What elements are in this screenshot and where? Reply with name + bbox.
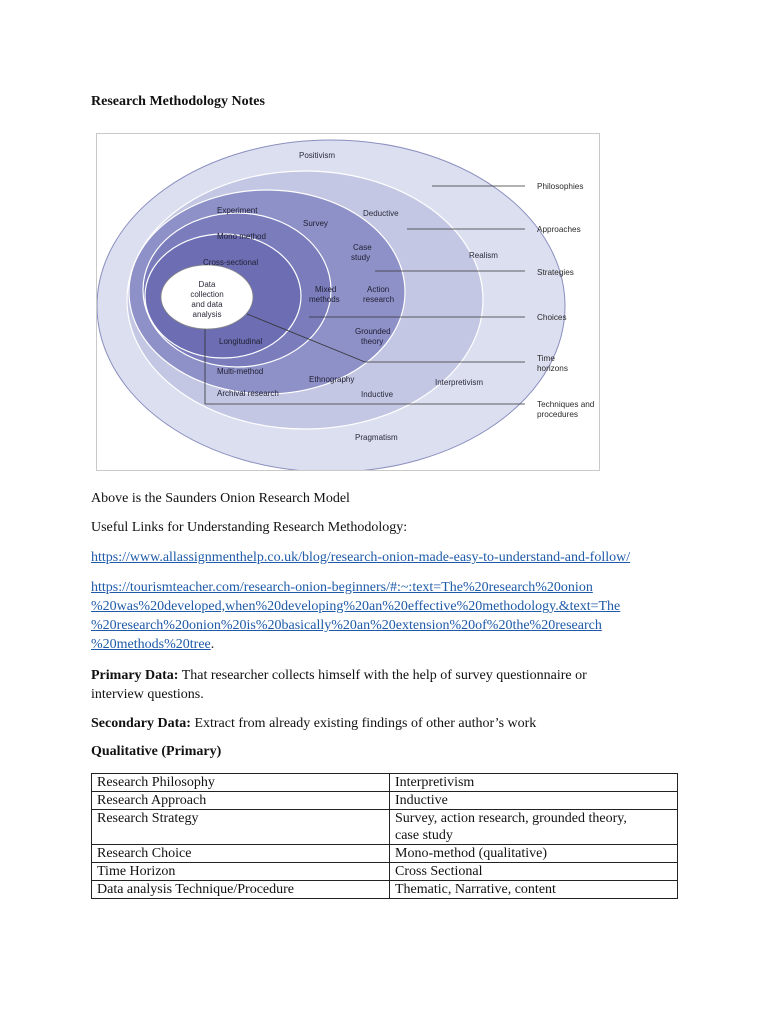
label-mono-method: Mono method <box>217 232 266 241</box>
legend-choices: Choices <box>537 313 567 322</box>
table-cell-value-line: Survey, action research, grounded theory, <box>395 811 627 826</box>
qualitative-table <box>91 773 678 899</box>
link-tourismteacher-line-1[interactable]: https://tourismteacher.com/research-onion-beginners/#:~:text=The%20research%20onion <box>91 580 593 595</box>
table-cell-value <box>390 774 678 792</box>
label-archival-research: Archival research <box>217 389 279 398</box>
label-grounded-theory-1: Grounded <box>355 327 391 336</box>
label-mixed-methods-1: Mixed <box>315 285 337 294</box>
link-tourismteacher-line-2[interactable]: %20was%20developed,when%20developing%20an%20effective%20methodology.&text=The <box>91 599 621 614</box>
table-row <box>92 792 678 810</box>
label-longitudinal: Longitudinal <box>219 337 263 346</box>
legend-techniques-1: Techniques and <box>537 400 595 409</box>
label-core-2: collection <box>190 290 224 299</box>
table-cell-value-line: Mono-method (qualitative) <box>395 846 548 861</box>
link-allassignmenthelp-text[interactable]: https://www.allassignmenthelp.co.uk/blog/research-onion-made-easy-to-understand-and-follow/ <box>91 550 631 565</box>
table-row <box>92 774 678 792</box>
primary-data-text-2: interview questions. <box>91 687 204 702</box>
table-cell-label: Research Philosophy <box>92 774 390 792</box>
label-positivism: Positivism <box>299 151 336 160</box>
label-core-1: Data <box>198 280 216 289</box>
label-realism: Realism <box>469 251 498 260</box>
label-case-study-2: study <box>351 253 371 262</box>
label-action-research-2: research <box>363 295 395 304</box>
qualitative-heading: Qualitative (Primary) <box>91 744 222 759</box>
table-cell-label: Data analysis Technique/Procedure <box>92 881 390 899</box>
table-cell-label: Research Approach <box>92 792 390 810</box>
table-row <box>92 845 678 863</box>
secondary-data-text: Extract from already existing findings of other author’s work <box>190 716 537 731</box>
label-action-research-1: Action <box>367 285 390 294</box>
legend-time-horizons-2: horizons <box>537 364 568 373</box>
qualitative-table-body <box>92 774 678 899</box>
link-tourismteacher-line-4[interactable]: %20methods%20tree <box>91 637 211 652</box>
link-tourismteacher-line-3[interactable]: %20research%20onion%20is%20basically%20an%20extension%20of%20the%20research <box>91 618 602 633</box>
secondary-data-label: Secondary Data: <box>91 716 191 731</box>
table-cell-value-line: Inductive <box>395 793 448 808</box>
table-cell-value <box>390 845 678 863</box>
link-tourismteacher[interactable] <box>91 578 620 654</box>
table-cell-label: Research Choice <box>92 845 390 863</box>
research-onion-figure <box>96 133 600 471</box>
legend-philosophies: Philosophies <box>537 182 584 191</box>
label-experiment: Experiment <box>217 206 258 215</box>
link-allassignmenthelp[interactable] <box>91 548 630 567</box>
table-cell-value <box>390 792 678 810</box>
label-multi-method: Multi-method <box>217 367 264 376</box>
label-pragmatism: Pragmatism <box>355 433 398 442</box>
label-interpretivism: Interpretivism <box>435 378 484 387</box>
table-cell-value <box>390 881 678 899</box>
label-deductive: Deductive <box>363 209 399 218</box>
legend-techniques-2: procedures <box>537 410 578 419</box>
research-onion-diagram <box>97 134 599 470</box>
link-trailing-period: . <box>210 637 215 652</box>
legend-strategies: Strategies <box>537 268 574 277</box>
label-mixed-methods-2: methods <box>309 295 340 304</box>
label-grounded-theory-2: theory <box>361 337 384 346</box>
figure-caption: Above is the Saunders Onion Research Model <box>91 491 350 506</box>
document-title: Research Methodology Notes <box>91 94 265 109</box>
label-core-4: analysis <box>192 310 222 319</box>
legend-time-horizons-1: Time <box>537 354 555 363</box>
table-cell-value-line: case study <box>395 828 453 843</box>
table-row <box>92 863 678 881</box>
table-cell-value-line: Cross Sectional <box>395 864 483 879</box>
table-cell-label: Research Strategy <box>92 810 390 845</box>
label-cross-sectional: Cross-sectional <box>203 258 259 267</box>
table-cell-value-line: Interpretivism <box>395 775 475 790</box>
table-row <box>92 810 678 845</box>
primary-data-label: Primary Data: <box>91 668 179 683</box>
table-cell-value <box>390 863 678 881</box>
legend-approaches: Approaches <box>537 225 581 234</box>
label-survey: Survey <box>303 219 328 228</box>
secondary-data-paragraph <box>91 714 536 733</box>
label-inductive: Inductive <box>361 390 394 399</box>
label-case-study-1: Case <box>353 243 372 252</box>
table-row <box>92 881 678 899</box>
label-ethnography: Ethnography <box>309 375 355 384</box>
links-intro: Useful Links for Understanding Research Methodology: <box>91 520 408 535</box>
table-cell-value <box>390 810 678 845</box>
table-cell-value-line: Thematic, Narrative, content <box>395 882 556 897</box>
primary-data-text-1: That researcher collects himself with the help of survey questionnaire or <box>178 668 587 683</box>
table-cell-label: Time Horizon <box>92 863 390 881</box>
primary-data-paragraph <box>91 666 587 704</box>
label-core-3: and data <box>191 300 223 309</box>
